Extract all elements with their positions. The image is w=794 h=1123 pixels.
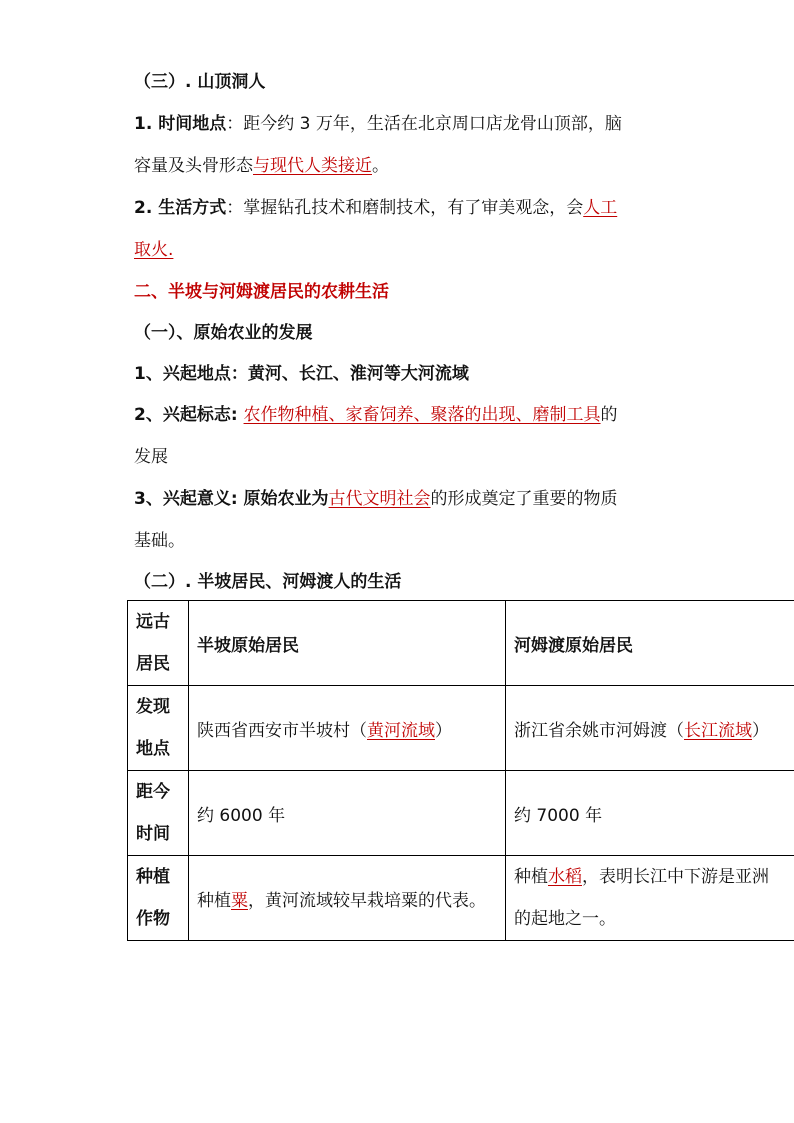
paren-close: ）	[752, 720, 769, 741]
highlight-modern-human: 与现代人类接近	[253, 156, 372, 176]
section-heading-shandingdong: （三）. 山顶洞人	[134, 72, 266, 92]
period: 。	[372, 156, 389, 176]
cell-hemudu-header: 河姆渡原始居民	[506, 601, 794, 686]
row-header-line1: 发现	[136, 697, 170, 717]
text-lifestyle: ：掌握钻孔技术和磨制技术，有了审美观念，会	[226, 198, 584, 218]
item-origin-meaning-cont: 基础。	[134, 531, 185, 551]
row-header-line1: 种植	[136, 867, 170, 887]
label-lifestyle: 2. 生活方式	[134, 198, 227, 218]
highlight-millet: 粟	[231, 890, 248, 911]
table-row	[128, 856, 794, 941]
text-millet-desc: ，黄河流域较早栽培粟的代表。	[248, 890, 486, 911]
highlight-signs: 农作物种植、家畜饲养、聚落的出现、磨制工具	[243, 405, 601, 425]
cell-banpo-header: 半坡原始居民	[189, 601, 506, 686]
comparison-table	[127, 600, 794, 941]
text-banpo-location: 陕西省西安市半坡村（	[197, 720, 367, 741]
item-origin-place	[134, 362, 469, 386]
label-origin-meaning: 3、兴起意义: 原始农业为	[134, 489, 329, 509]
text-time-place: ：距今约 3 万年，生活在北京周口店龙骨山顶部，脑	[226, 114, 622, 134]
paren-close: ）	[435, 720, 452, 741]
highlight-artificial: 人工	[583, 198, 618, 218]
subheading-banpo-hemudu: （二）. 半坡居民、河姆渡人的生活	[134, 572, 402, 592]
highlight-yangtze-river: 长江流域	[684, 720, 752, 741]
subheading-agriculture: （一）、原始农业的发展	[134, 323, 313, 343]
paragraph-time-place-cont	[134, 154, 389, 178]
text-plant: 种植	[197, 890, 231, 911]
text-hemudu-location: 浙江省余姚市河姆渡（	[514, 720, 684, 741]
cell-hemudu-time: 约 7000 年	[506, 771, 794, 856]
cell-hemudu-crops-line2: 的起地之一。	[514, 909, 616, 929]
item-origin-place-text: 1、兴起地点：黄河、长江、淮河等大河流域	[134, 364, 469, 384]
table-row	[128, 601, 794, 686]
highlight-civilization: 古代文明社会	[328, 489, 431, 509]
row-header-line2: 时间	[136, 824, 170, 844]
row-header-crops	[128, 856, 189, 941]
row-header-discovery-place	[128, 686, 189, 771]
cell-hemudu-place	[506, 686, 794, 771]
chapter-heading-farming: 二、半坡与河姆渡居民的农耕生活	[134, 282, 389, 302]
text-de: 的	[600, 405, 618, 425]
item-origin-signs	[134, 403, 618, 427]
text-rice-desc: ，表明长江中下游是亚洲	[582, 867, 769, 887]
label-time-place: 1. 时间地点	[134, 114, 227, 134]
row-header-line2: 地点	[136, 739, 170, 759]
cell-banpo-place	[189, 686, 506, 771]
cell-hemudu-crops-line1	[514, 856, 794, 898]
label-origin-signs: 2、兴起标志:	[134, 405, 244, 425]
row-header-line2: 作物	[136, 909, 170, 929]
item-origin-signs-cont: 发展	[134, 447, 168, 467]
row-header-line1: 远古	[136, 612, 170, 632]
text-brain-capacity: 容量及头骨形态	[134, 156, 253, 176]
row-header-ancient-residents	[128, 601, 189, 686]
table-row	[128, 771, 794, 856]
table-row	[128, 686, 794, 771]
row-header-line1: 距今	[136, 782, 170, 802]
paragraph-time-place	[134, 112, 622, 136]
highlight-fire: 取火.	[134, 240, 174, 260]
cell-banpo-crops	[189, 856, 506, 941]
item-origin-meaning	[134, 487, 618, 511]
highlight-yellow-river: 黄河流域	[367, 720, 435, 741]
highlight-rice: 水稻	[548, 867, 582, 887]
cell-hemudu-crops	[506, 856, 794, 941]
paragraph-lifestyle	[134, 196, 617, 220]
row-header-time	[128, 771, 189, 856]
paragraph-lifestyle-cont	[134, 238, 173, 262]
row-header-line2: 居民	[136, 654, 170, 674]
text-plant: 种植	[514, 867, 548, 887]
text-meaning: 的形成奠定了重要的物质	[430, 489, 618, 509]
cell-banpo-time: 约 6000 年	[189, 771, 506, 856]
